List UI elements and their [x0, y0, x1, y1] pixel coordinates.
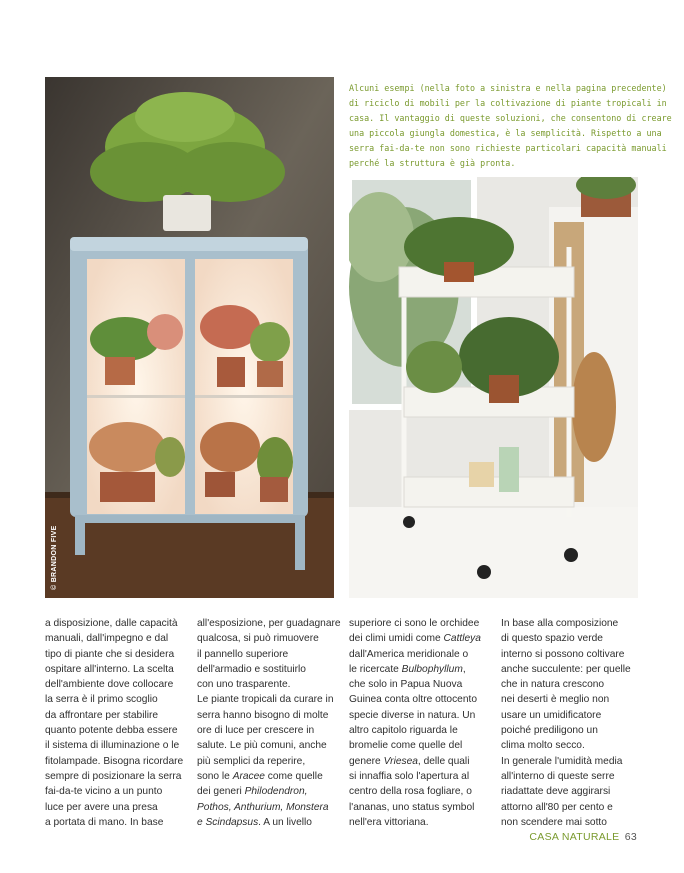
- italic-run: Cattleya: [443, 633, 481, 645]
- italic-run: Vriesea: [383, 755, 418, 767]
- text-line: [45, 616, 185, 631]
- text-run: le ricercate: [349, 663, 402, 675]
- text-line: [197, 631, 337, 646]
- italic-run: Bulbophyllum: [401, 663, 463, 675]
- text-line: [501, 662, 641, 677]
- caption-line: casa. Il vantaggio di queste soluzioni, che consentono di creare: [349, 113, 672, 123]
- caption-line: Alcuni esempi (nella foto a sinistra e nella pagina precedente): [349, 83, 667, 93]
- text-run: bromelie come quelle del: [349, 740, 463, 752]
- text-line: [45, 631, 185, 646]
- text-run: . A un livello: [258, 816, 312, 828]
- text-run: attorno all'80 per cento e: [501, 801, 613, 813]
- text-run: , delle quali: [417, 755, 470, 767]
- caption-line: una piccola giungla domestica, è la semplicità. Rispetto a una: [349, 128, 662, 138]
- text-line: [45, 800, 185, 815]
- body-column-2: [197, 616, 341, 830]
- text-line: [197, 769, 337, 784]
- text-line: [501, 616, 641, 631]
- text-run: In generale l'umidità media: [501, 755, 623, 767]
- text-run: più semplici da reperire,: [197, 755, 306, 767]
- text-line: [501, 738, 641, 753]
- text-line: [349, 723, 489, 738]
- text-run: interno si possono coltivare: [501, 648, 625, 660]
- text-line: [45, 647, 185, 662]
- italic-run: Philodendron,: [244, 786, 308, 798]
- text-run: dall'America meridionale o: [349, 648, 469, 660]
- text-line: [349, 692, 489, 707]
- text-line: [349, 616, 489, 631]
- text-run: qualcosa, si può rimuovere: [197, 633, 319, 645]
- text-line: [501, 631, 641, 646]
- text-run: Le piante tropicali da curare in: [197, 694, 334, 706]
- italic-run: Aracee: [232, 770, 265, 782]
- text-run: anche succulente: per quelle: [501, 663, 631, 675]
- text-line: [45, 769, 185, 784]
- text-line: [197, 800, 337, 815]
- text-line: [501, 677, 641, 692]
- text-run: Guinea conta oltre ottocento: [349, 694, 477, 706]
- text-line: [45, 754, 185, 769]
- text-line: [349, 662, 489, 677]
- text-run: che in natura crescono: [501, 679, 605, 691]
- text-run: dell'ambiente dove collocare: [45, 679, 174, 691]
- page-number: 63: [624, 831, 637, 843]
- text-line: [197, 708, 337, 723]
- text-run: a disposizione, dalle capacità: [45, 618, 178, 629]
- text-run: clima molto secco.: [501, 740, 585, 752]
- text-line: [349, 708, 489, 723]
- text-run: tipo di piante che si desidera: [45, 648, 175, 660]
- text-line: [501, 692, 641, 707]
- text-line: [45, 784, 185, 799]
- text-run: il sistema di illuminazione o le: [45, 740, 180, 752]
- text-run: ore di luce per crescere in: [197, 725, 315, 737]
- text-run: all'esposizione, per guadagnare: [197, 618, 341, 629]
- caption-line: perché la struttura è già pronta.: [349, 158, 516, 168]
- text-run: ,: [462, 663, 466, 675]
- page-footer: [529, 831, 637, 843]
- body-column-1: [45, 616, 185, 830]
- text-run: come quelle: [264, 770, 323, 782]
- text-line: [197, 738, 337, 753]
- text-line: [501, 800, 641, 815]
- plant-trolley-photo: [349, 177, 638, 598]
- text-run: fitolampade. Bisogna ricordare: [45, 755, 184, 767]
- text-line: [197, 754, 337, 769]
- text-line: [45, 815, 185, 830]
- text-line: [45, 738, 185, 753]
- text-run: con uno trasparente.: [197, 679, 291, 691]
- text-run: da affrontare per stabilire: [45, 709, 159, 721]
- text-line: [501, 784, 641, 799]
- text-run: si innaffia solo l'apertura al: [349, 770, 470, 782]
- magazine-name: CASA NATURALE: [529, 831, 620, 843]
- photo-caption: [349, 81, 672, 171]
- text-line: [45, 692, 185, 707]
- text-line: [349, 815, 489, 830]
- text-line: [501, 815, 641, 830]
- text-run: dei climi umidi come: [349, 633, 444, 645]
- text-line: [349, 647, 489, 662]
- text-run: sono le: [197, 770, 233, 782]
- text-run: l'ananas, uno status symbol: [349, 801, 475, 813]
- text-run: di questo spazio verde: [501, 633, 603, 645]
- cabinet-greenhouse-photo: [45, 77, 334, 598]
- text-run: usare un umidificatore: [501, 709, 602, 721]
- text-run: dell'armadio e sostituirlo: [197, 663, 306, 675]
- body-column-4: [501, 616, 641, 830]
- text-run: In base alla composizione: [501, 618, 619, 629]
- text-run: manuali, dall'impegno e dal: [45, 633, 169, 645]
- text-line: [197, 784, 337, 799]
- text-run: non scendere mai sotto: [501, 816, 607, 828]
- text-run: fai-da-te vicino a un punto: [45, 786, 163, 798]
- text-run: centro della rosa fogliare, o: [349, 786, 472, 798]
- text-run: nei deserti è meglio non: [501, 694, 610, 706]
- text-line: [197, 692, 337, 707]
- text-run: la serra è il primo scoglio: [45, 694, 158, 706]
- text-line: [501, 723, 641, 738]
- text-line: [197, 815, 337, 830]
- text-line: [45, 662, 185, 677]
- italic-run: e Scindapsus: [197, 816, 259, 828]
- text-run: quanto potente debba essere: [45, 725, 178, 737]
- text-run: sempre di posizionare la serra: [45, 770, 182, 782]
- text-line: [349, 769, 489, 784]
- body-column-3: [349, 616, 489, 830]
- text-run: il pannello superiore: [197, 648, 289, 660]
- text-line: [197, 723, 337, 738]
- text-line: [197, 662, 337, 677]
- italic-run: Pothos, Anthurium, Monstera: [197, 801, 329, 813]
- text-line: [501, 708, 641, 723]
- text-line: [501, 754, 641, 769]
- text-line: [501, 647, 641, 662]
- text-run: salute. Le più comuni, anche: [197, 740, 327, 752]
- text-run: nell'era vittoriana.: [349, 816, 429, 828]
- text-run: luce per avere una presa: [45, 801, 158, 813]
- text-line: [349, 677, 489, 692]
- text-line: [349, 631, 489, 646]
- text-line: [501, 769, 641, 784]
- text-run: genere: [349, 755, 384, 767]
- text-line: [349, 784, 489, 799]
- text-run: che solo in Papua Nuova: [349, 679, 463, 691]
- text-run: altro capitolo riguarda le: [349, 725, 458, 737]
- text-line: [349, 754, 489, 769]
- text-line: [197, 677, 337, 692]
- text-line: [45, 708, 185, 723]
- text-line: [197, 647, 337, 662]
- text-run: riadattate deve aggirarsi: [501, 786, 611, 798]
- text-run: all'interno di queste serre: [501, 770, 615, 782]
- text-line: [45, 723, 185, 738]
- text-run: a portata di mano. In base: [45, 816, 164, 828]
- text-line: [349, 738, 489, 753]
- text-run: superiore ci sono le orchidee: [349, 618, 480, 629]
- caption-line: serra fai-da-te non sono richieste particolari capacità manuali: [349, 143, 667, 153]
- text-run: ospitare all'interno. La scelta: [45, 663, 174, 675]
- text-line: [45, 677, 185, 692]
- text-run: serra hanno bisogno di molte: [197, 709, 329, 721]
- text-run: dei generi: [197, 786, 245, 798]
- text-run: poiché prediligono un: [501, 725, 598, 737]
- photo-credit: © BRANDON FIVE: [51, 525, 58, 590]
- text-line: [197, 616, 341, 631]
- text-run: specie diverse in natura. Un: [349, 709, 476, 721]
- text-line: [349, 800, 489, 815]
- caption-line: di riciclo di mobili per la coltivazione di piante tropicali in: [349, 98, 667, 108]
